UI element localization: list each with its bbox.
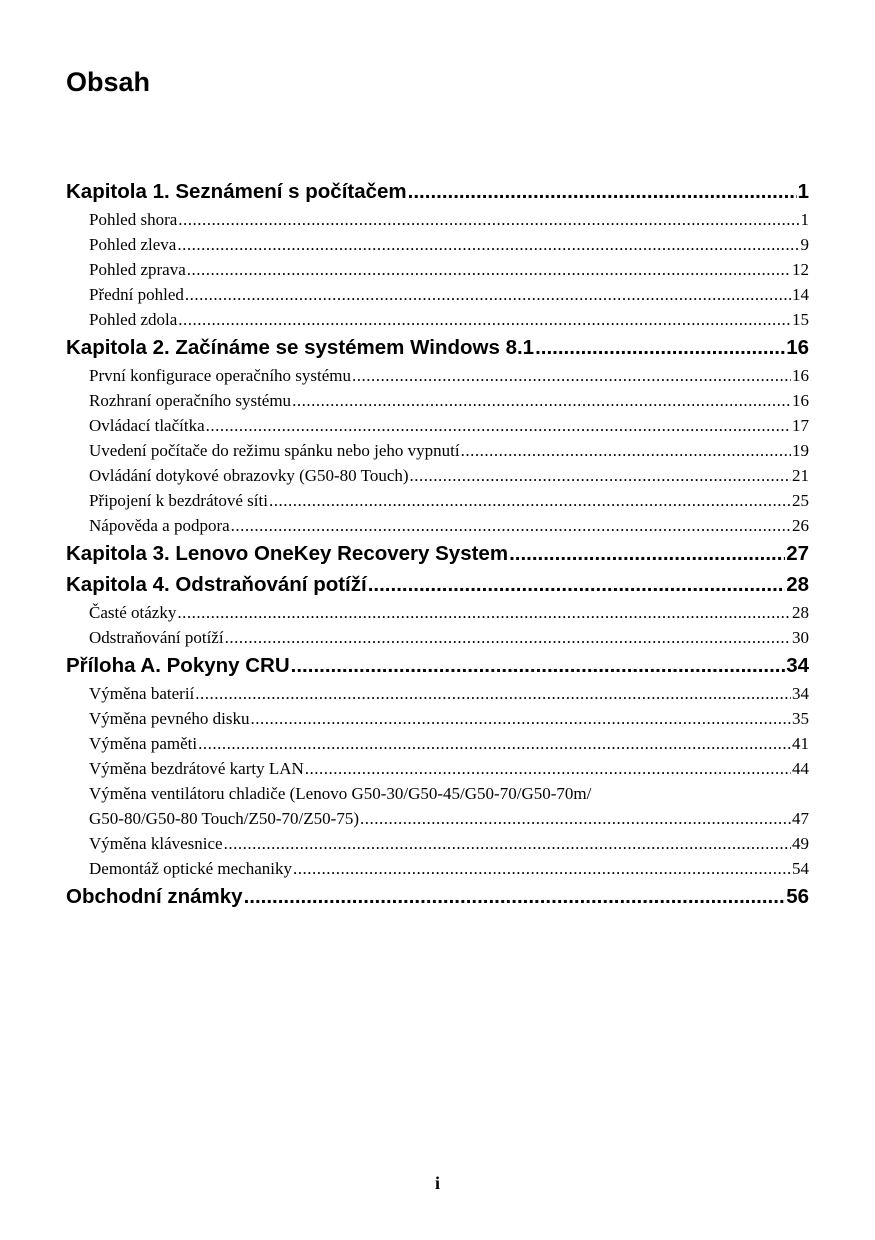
toc-leader-dots	[178, 307, 791, 332]
toc-leader-dots	[368, 569, 785, 600]
toc-section[interactable]	[66, 706, 809, 731]
toc-section-continuation[interactable]	[66, 806, 809, 831]
toc-page-number: 16	[792, 366, 809, 385]
toc-leader-dots	[185, 282, 791, 307]
toc-entry-title: Ovládací tlačítka	[89, 416, 205, 435]
toc-entry-title: Odstraňování potíží	[89, 628, 224, 647]
toc-page-number: 47	[792, 809, 809, 828]
toc-entry-title: Výměna pevného disku	[89, 709, 250, 728]
toc-section[interactable]	[66, 831, 809, 856]
toc-page-number: 28	[786, 573, 809, 596]
toc-page-number: 1	[800, 210, 809, 229]
toc-chapter[interactable]	[66, 332, 809, 363]
toc-page-number: 17	[792, 416, 809, 435]
toc-entry-title: Výměna bezdrátové karty LAN	[89, 759, 304, 778]
toc-entry-title: Obchodní známky	[66, 885, 243, 908]
toc-entry-title: Rozhraní operačního systému	[89, 391, 292, 410]
toc-entry-title: Kapitola 1. Seznámení s počítačem	[66, 180, 407, 203]
toc-leader-dots	[224, 831, 791, 856]
toc-leader-dots	[291, 650, 786, 681]
toc-page-number: 30	[792, 628, 809, 647]
toc-section[interactable]	[66, 600, 809, 625]
toc-page-number: 14	[792, 285, 809, 304]
toc-page-number: 56	[786, 885, 809, 908]
toc-page-number: 54	[792, 859, 809, 878]
toc-leader-dots	[206, 413, 791, 438]
toc-entry-title: Přední pohled	[89, 285, 184, 304]
toc-leader-dots	[360, 806, 791, 831]
toc-page-number: 26	[792, 516, 809, 535]
toc-entry-title: Výměna ventilátoru chladiče (Lenovo G50-30/G50-45/G50-70/G50-70m/	[89, 784, 592, 803]
toc-leader-dots	[187, 257, 791, 282]
toc-leader-dots	[535, 332, 785, 363]
toc-chapter[interactable]	[66, 176, 809, 207]
toc-entry-title: Pohled zprava	[89, 260, 186, 279]
toc-page-number: 16	[786, 336, 809, 359]
toc-page-number: 19	[792, 441, 809, 460]
toc-section[interactable]	[66, 488, 809, 513]
toc-page-number: 27	[786, 542, 809, 565]
toc-entry-title: Ovládání dotykové obrazovky (G50-80 Touch)	[89, 466, 409, 485]
toc-chapter[interactable]	[66, 650, 809, 681]
toc-entry-title: Výměna baterií	[89, 684, 195, 703]
toc-leader-dots	[251, 706, 791, 731]
toc-entry-title: Pohled zleva	[89, 235, 177, 254]
toc-entry-title-continuation: G50-80/G50-80 Touch/Z50-70/Z50-75)	[89, 809, 359, 828]
toc-entry-title: Připojení k bezdrátové síti	[89, 491, 268, 510]
toc-leader-dots	[198, 731, 791, 756]
toc-page-number: 9	[800, 235, 809, 254]
toc-entry-title: Výměna paměti	[89, 734, 198, 753]
toc-entry-title: Pohled zdola	[89, 310, 178, 329]
toc-section[interactable]	[66, 207, 809, 232]
toc-entry-title: Časté otázky	[89, 603, 177, 622]
toc-leader-dots	[178, 207, 799, 232]
toc-chapter[interactable]	[66, 881, 809, 912]
toc-page-number: 34	[792, 684, 809, 703]
toc-section[interactable]	[66, 363, 809, 388]
toc-leader-dots	[177, 600, 791, 625]
toc-page-number: 28	[792, 603, 809, 622]
toc-entry-title: Kapitola 2. Začínáme se systémem Windows 8.1	[66, 336, 535, 359]
toc-leader-dots	[269, 488, 791, 513]
toc-page-number: 21	[792, 466, 809, 485]
toc-section[interactable]	[66, 282, 809, 307]
toc-entry-title: Demontáž optické mechaniky	[89, 859, 292, 878]
toc-leader-dots	[305, 756, 791, 781]
toc-section[interactable]	[66, 438, 809, 463]
toc-leader-dots	[509, 538, 785, 569]
toc-page-number: 34	[786, 654, 809, 677]
toc-page-number: 1	[797, 180, 809, 203]
toc-entry-title: Kapitola 4. Odstraňování potíží	[66, 573, 367, 596]
toc-section[interactable]	[66, 257, 809, 282]
toc-page-number: 25	[792, 491, 809, 510]
toc-page-number: 49	[792, 834, 809, 853]
toc-entry-title: Kapitola 3. Lenovo OneKey Recovery System	[66, 542, 509, 565]
toc-section[interactable]	[66, 781, 809, 806]
toc-section[interactable]	[66, 681, 809, 706]
toc-page-number: 44	[792, 759, 809, 778]
toc-leader-dots	[231, 513, 791, 538]
toc-chapter[interactable]	[66, 538, 809, 569]
toc-section[interactable]	[66, 513, 809, 538]
toc-entry-title: Pohled shora	[89, 210, 178, 229]
toc-page-number: 16	[792, 391, 809, 410]
toc-section[interactable]	[66, 413, 809, 438]
toc-section[interactable]	[66, 307, 809, 332]
page-number: i	[434, 1173, 440, 1193]
toc-leader-dots	[408, 176, 797, 207]
toc-leader-dots	[244, 881, 786, 912]
table-of-contents	[66, 176, 809, 912]
toc-page-number: 41	[792, 734, 809, 753]
toc-section[interactable]	[66, 756, 809, 781]
toc-leader-dots	[195, 681, 791, 706]
toc-page-number: 35	[792, 709, 809, 728]
toc-page-number: 15	[792, 310, 809, 329]
toc-leader-dots	[177, 232, 799, 257]
toc-section[interactable]	[66, 856, 809, 881]
toc-chapter[interactable]	[66, 569, 809, 600]
toc-entry-title: Uvedení počítače do režimu spánku nebo jeho vypnutí	[89, 441, 460, 460]
toc-section[interactable]	[66, 731, 809, 756]
toc-section[interactable]	[66, 463, 809, 488]
toc-leader-dots	[293, 856, 791, 881]
toc-entry-title: Příloha A. Pokyny CRU	[66, 654, 290, 677]
toc-leader-dots	[225, 625, 791, 650]
toc-section[interactable]	[66, 625, 809, 650]
toc-section[interactable]	[66, 388, 809, 413]
toc-leader-dots	[352, 363, 791, 388]
toc-leader-dots	[461, 438, 791, 463]
toc-entry-title: Nápověda a podpora	[89, 516, 230, 535]
toc-leader-dots	[292, 388, 791, 413]
toc-section[interactable]	[66, 232, 809, 257]
toc-entry-title: Výměna klávesnice	[89, 834, 223, 853]
toc-leader-dots	[410, 463, 791, 488]
toc-page-number: 12	[792, 260, 809, 279]
toc-entry-title: První konfigurace operačního systému	[89, 366, 352, 385]
page-title: Obsah	[66, 67, 151, 97]
